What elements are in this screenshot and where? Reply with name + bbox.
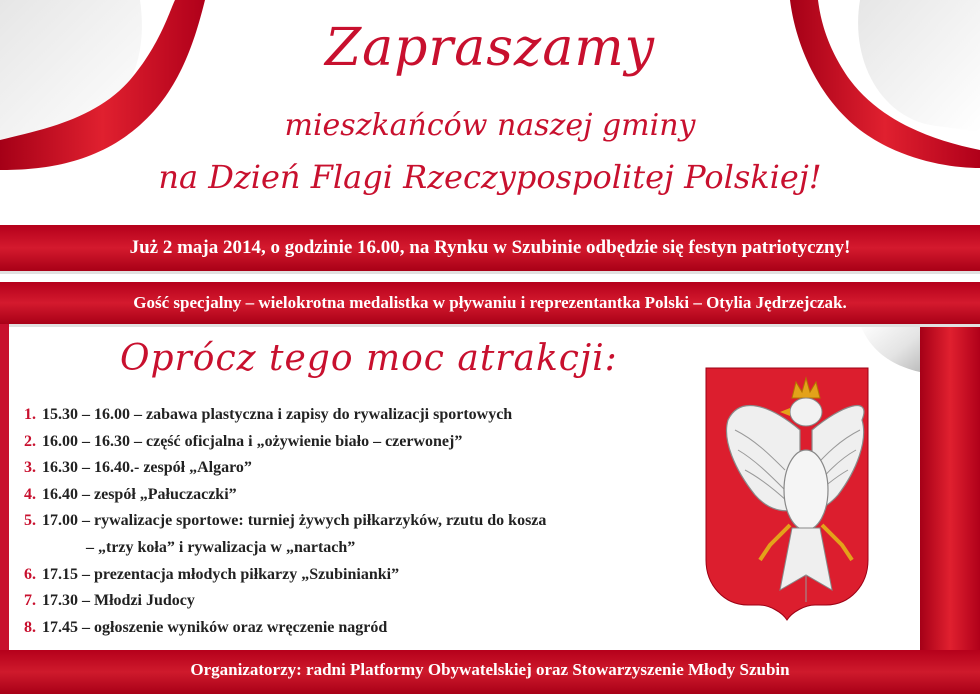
list-item [14, 508, 694, 535]
item-text: 17.15 – prezentacja młodych piłkarzy „Szubinianki” [42, 565, 400, 583]
item-text: 17.30 – Młodzi Judocy [42, 592, 195, 610]
list-item [14, 615, 694, 642]
item-text: 15.30 – 16.00 – zabawa plastyczna i zapisy do rywalizacji sportowych [42, 406, 513, 423]
item-text: 16.30 – 16.40.- zespół „Algaro” [42, 459, 252, 477]
item-text: 17.00 – rywalizacje sportowe: turniej żywych piłkarzyków, rzutu do kosza [42, 512, 547, 530]
item-number [14, 535, 36, 562]
item-number: 1. [24, 406, 36, 423]
list-item [14, 562, 694, 589]
organizers-footer: Organizatorzy: radni Platformy Obywatelskiej oraz Stowarzyszenie Młody Szubin [0, 650, 980, 694]
left-red-bar [0, 324, 9, 650]
subtitle-flag-day: na Dzień Flagi Rzeczypospolitej Polskiej! [158, 158, 822, 196]
item-number: 3. [24, 459, 36, 477]
item-text: 17.45 – ogłoszenie wyników oraz wręczenie nagród [42, 618, 388, 636]
item-number: 2. [24, 432, 36, 450]
program-list [14, 402, 694, 641]
item-number: 8. [24, 618, 36, 636]
subtitle-residents: mieszkańców naszej gminy [284, 108, 696, 143]
item-number: 6. [24, 565, 36, 583]
list-item [14, 588, 694, 615]
list-item [14, 429, 694, 456]
polish-eagle-emblem [706, 368, 868, 620]
list-item [14, 455, 694, 482]
item-text: 16.40 – zespół „Pałuczaczki” [42, 485, 237, 503]
special-guest-banner: Gość specjalny – wielokrotna medalistka w pływaniu i reprezentantka Polski – Otylia Jędrzejczak. [0, 282, 980, 324]
item-text: – „trzy koła” i rywalizacja w „nartach” [86, 538, 356, 556]
list-item-continuation [14, 535, 694, 562]
list-item [14, 402, 694, 429]
list-item [14, 482, 694, 509]
item-text: 16.00 – 16.30 – część oficjalna i „ożywienie biało – czerwonej” [42, 432, 463, 450]
event-date-banner: Już 2 maja 2014, o godzinie 16.00, na Rynku w Szubinie odbędzie się festyn patriotyczny! [0, 225, 980, 271]
page-title: Zapraszamy [324, 18, 656, 78]
item-number: 7. [24, 592, 36, 610]
attractions-heading: Oprócz tego moc atrakcji: [120, 338, 618, 379]
item-number: 5. [24, 512, 36, 530]
item-number: 4. [24, 485, 36, 503]
